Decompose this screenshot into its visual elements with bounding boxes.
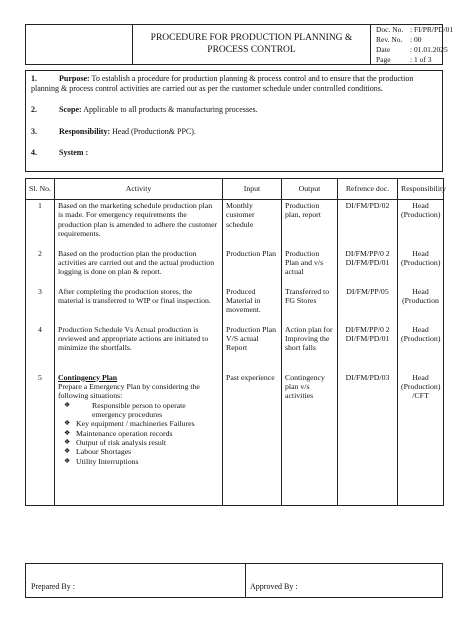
cell-output: Production Plan and v/s actual [282, 248, 338, 286]
doc-no-row: Doc. No. : FI/PR/PD/01 [376, 25, 454, 34]
col-sl-no: Sl. No. [26, 179, 55, 200]
rev-no-row: Rev. No. : 00 [376, 35, 422, 44]
cell-ref: DI/FM/PD/03 [338, 372, 398, 506]
document-title: PROCEDURE FOR PRODUCTION PLANNING & PROCESS CONTROL [133, 25, 371, 64]
list-item: ❖ Output of risk analysis result [64, 438, 219, 447]
cell-output: Production plan, report [282, 200, 338, 248]
cell-activity [55, 372, 223, 506]
cell-activity: Based on the marketing schedule production plan is made. For emergency requirements the production plan is amended to adhere the customer requirements. [55, 200, 223, 248]
cell-ref: DI/FM/PP/0 2 DI/FM/PD/01 [338, 324, 398, 372]
prepared-by-cell [26, 564, 246, 597]
scope-section: 2. Scope: Applicable to all products & manufacturing processes. [31, 105, 258, 115]
col-activity: Activity [55, 179, 223, 200]
table-row [26, 372, 444, 506]
col-input: Input [223, 179, 282, 200]
table-row [26, 200, 444, 248]
cell-output: Action plan for Improving the short falls [282, 324, 338, 372]
cell-resp: Head (Production) [398, 200, 444, 248]
date-row: Date : 01.01.2025 [376, 45, 448, 54]
cell-output: Contingency plan v/s activities [282, 372, 338, 506]
col-responsibility: Responsibility [398, 179, 444, 200]
signature-footer [25, 563, 443, 598]
cell-ref: DI/FM/PP/05 [338, 286, 398, 324]
cell-activity: Production Schedule Vs Actual production is reviewed and appropriate actions are initiated to minimize the shortfalls. [55, 324, 223, 372]
cell-sl: 5 [26, 372, 55, 506]
cell-input: Produced Material in movement. [223, 286, 282, 324]
table-header-row [26, 179, 444, 200]
cell-ref: DI/FM/PP/0 2 DI/FM/PD/01 [338, 248, 398, 286]
list-item: ❖ Responsible person to operate emergency procedures [64, 401, 219, 420]
page-row: Page : 1 of 3 [376, 55, 432, 64]
list-item: ❖ Utility Interruptions [64, 457, 219, 466]
cell-activity: After completing the production stores, the material is transferred to WIP or final inspection. [55, 286, 223, 324]
doc-info [371, 25, 454, 64]
cell-sl: 3 [26, 286, 55, 324]
prepared-by-label: Prepared By : [31, 582, 75, 592]
cell-ref: DI/FM/PD/02 [338, 200, 398, 248]
purpose-section: 1. Purpose: To establish a procedure for production planning & process control and to ensure that the production planning & process control activities are carried out as per the customer schedule under controlled conditions. [31, 74, 414, 93]
cell-input: Past experience [223, 372, 282, 506]
cell-output: Transferred to FG Stores [282, 286, 338, 324]
col-output: Output [282, 179, 338, 200]
table-row [26, 248, 444, 286]
contingency-plan-intro: Prepare a Emergency Plan by considering the following situations: [58, 381, 200, 401]
cell-resp: Head (Production) [398, 248, 444, 286]
activity-table [25, 178, 447, 506]
cell-sl: 2 [26, 248, 55, 286]
system-section: 4. System : [31, 148, 89, 158]
cell-input: Production Plan [223, 248, 282, 286]
approved-by-label: Approved By : [250, 582, 298, 592]
contingency-plan-title: Contingency Plan [58, 372, 118, 382]
list-item: ❖ Maintenance operation records [64, 429, 219, 438]
logo-cell [26, 25, 133, 64]
contingency-bullets [58, 401, 219, 466]
list-item: ❖ Key equipment / machineries Failures [64, 419, 219, 428]
table-row [26, 324, 444, 372]
cell-input: Production Plan V/S actual Report [223, 324, 282, 372]
cell-resp: Head (Production [398, 286, 444, 324]
responsibility-section: 3. Responsibility: Head (Production& PPC). [31, 126, 196, 136]
cell-input: Monthly customer schedule [223, 200, 282, 248]
cell-resp: Head (Production) [398, 324, 444, 372]
cell-activity: Based on the production plan the production activities are carried out and the actual production logging is done on plan & report. [55, 248, 223, 286]
document-header [25, 24, 454, 65]
list-item: ❖ Labour Shortages [64, 447, 219, 456]
col-ref-doc: Refrence doc. [338, 179, 398, 200]
procedure-sections [25, 70, 443, 172]
cell-sl: 4 [26, 324, 55, 372]
cell-resp: Head (Production) /CFT [398, 372, 444, 506]
table-row [26, 286, 444, 324]
cell-sl: 1 [26, 200, 55, 248]
